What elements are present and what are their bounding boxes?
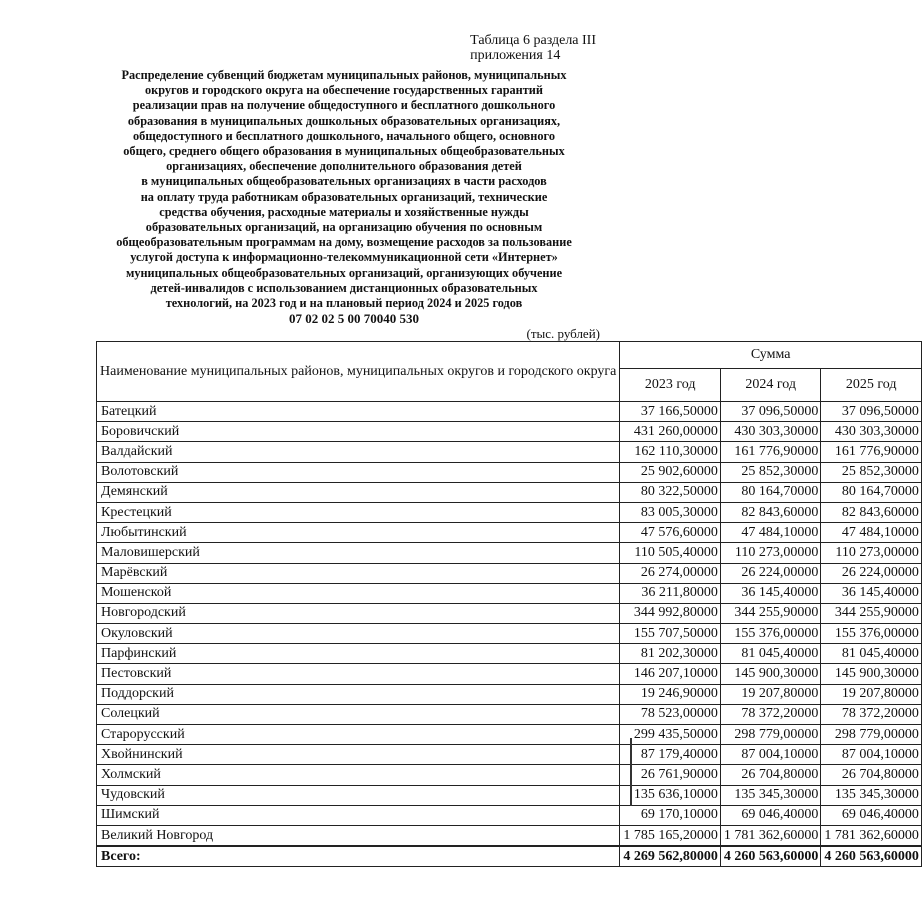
table-row xyxy=(97,704,922,724)
table-row xyxy=(97,442,922,462)
title-line: в муниципальных общеобразовательных организациях в части расходов xyxy=(141,174,547,189)
title-line: образования в муниципальных дошкольных образовательных организациях, xyxy=(127,113,561,128)
column-header-2023: 2023 год xyxy=(620,369,721,402)
total-cell-2023: 4 269 562,80000 xyxy=(620,846,721,867)
cell-2024: 344 255,90000 xyxy=(720,603,821,623)
title-line: муниципальных общеобразовательных организаций, организующих обучение xyxy=(125,265,563,280)
cell-2025: 25 852,30000 xyxy=(821,462,922,482)
cell-2024: 26 224,00000 xyxy=(720,563,821,583)
table-row xyxy=(97,583,922,603)
cell-municipality: Окуловский xyxy=(97,624,620,644)
cell-municipality: Шимский xyxy=(97,805,620,825)
cell-2025: 298 779,00000 xyxy=(821,725,922,745)
cell-2023: 83 005,30000 xyxy=(620,502,721,522)
title-line: услугой доступа к информационно-телекоммуникационной сети «Интернет» xyxy=(130,250,558,265)
title-line: реализации прав на получение общедоступного и бесплатного дошкольного xyxy=(132,98,556,113)
cell-2023: 78 523,00000 xyxy=(620,704,721,724)
total-row xyxy=(97,846,922,867)
cell-municipality: Солецкий xyxy=(97,704,620,724)
cell-2024: 135 345,30000 xyxy=(720,785,821,805)
cell-2024: 37 096,50000 xyxy=(720,402,821,422)
table-row xyxy=(97,482,922,502)
cell-2024: 19 207,80000 xyxy=(720,684,821,704)
appendix-number: приложения 14 xyxy=(470,48,561,63)
table-row xyxy=(97,825,922,846)
cell-2023: 80 322,50000 xyxy=(620,482,721,502)
table-row xyxy=(97,603,922,623)
cell-2024: 82 843,60000 xyxy=(720,502,821,522)
cell-2025: 36 145,40000 xyxy=(821,583,922,603)
cell-2023: 1 785 165,20000 xyxy=(620,825,721,846)
cell-2024: 26 704,80000 xyxy=(720,765,821,785)
cell-municipality: Крестецкий xyxy=(97,502,620,522)
total-label: Всего: xyxy=(97,846,620,867)
cell-2025: 26 704,80000 xyxy=(821,765,922,785)
cell-2025: 145 900,30000 xyxy=(821,664,922,684)
cell-2024: 36 145,40000 xyxy=(720,583,821,603)
cell-2025: 69 046,40000 xyxy=(821,805,922,825)
cell-2025: 430 303,30000 xyxy=(821,422,922,442)
cell-2023: 146 207,10000 xyxy=(620,664,721,684)
column-header-sum: Сумма xyxy=(620,342,922,369)
title-line: на оплату труда работникам образовательных организаций, технические xyxy=(140,189,548,204)
table-row xyxy=(97,502,922,522)
cell-municipality: Старорусский xyxy=(97,725,620,745)
cell-2023: 81 202,30000 xyxy=(620,644,721,664)
cell-municipality: Батецкий xyxy=(97,402,620,422)
cell-2024: 87 004,10000 xyxy=(720,745,821,765)
table-row xyxy=(97,543,922,563)
cell-2024: 47 484,10000 xyxy=(720,523,821,543)
cell-2025: 26 224,00000 xyxy=(821,563,922,583)
cell-municipality: Пестовский xyxy=(97,664,620,684)
cell-2023: 26 761,90000 xyxy=(620,765,721,785)
cell-2025: 47 484,10000 xyxy=(821,523,922,543)
cell-2025: 135 345,30000 xyxy=(821,785,922,805)
document-title xyxy=(90,68,598,311)
cell-2025: 344 255,90000 xyxy=(821,603,922,623)
budget-code: 07 02 02 5 00 70040 530 xyxy=(289,311,419,326)
table-row xyxy=(97,725,922,745)
title-line: детей-инвалидов с использованием дистанционных образовательных xyxy=(150,280,538,295)
table-reference xyxy=(470,33,596,63)
table-row xyxy=(97,664,922,684)
cell-2024: 298 779,00000 xyxy=(720,725,821,745)
cell-municipality: Холмский xyxy=(97,765,620,785)
cell-2023: 344 992,80000 xyxy=(620,603,721,623)
cell-2023: 36 211,80000 xyxy=(620,583,721,603)
title-line: общего, среднего общего образования в муниципальных общеобразовательных xyxy=(123,144,565,159)
total-cell-2025: 4 260 563,60000 xyxy=(821,846,922,867)
cell-2023: 110 505,40000 xyxy=(620,543,721,563)
cell-2025: 19 207,80000 xyxy=(821,684,922,704)
cell-municipality: Мошенской xyxy=(97,583,620,603)
cell-2023: 47 576,60000 xyxy=(620,523,721,543)
cell-municipality: Чудовский xyxy=(97,785,620,805)
cell-2025: 78 372,20000 xyxy=(821,704,922,724)
title-line: Распределение субвенций бюджетам муниципальных районов, муниципальных xyxy=(121,68,567,82)
cell-2024: 69 046,40000 xyxy=(720,805,821,825)
cell-2023: 37 166,50000 xyxy=(620,402,721,422)
title-line: средства обучения, расходные материалы и хозяйственные нужды xyxy=(159,204,529,219)
cell-municipality: Валдайский xyxy=(97,442,620,462)
cell-2024: 161 776,90000 xyxy=(720,442,821,462)
table-row xyxy=(97,805,922,825)
title-line: образовательных организаций, на организацию обучения по основным xyxy=(145,220,543,235)
table-row xyxy=(97,624,922,644)
cell-2024: 1 781 362,60000 xyxy=(720,825,821,846)
cell-2025: 80 164,70000 xyxy=(821,482,922,502)
cell-2023: 26 274,00000 xyxy=(620,563,721,583)
subsidy-table xyxy=(96,341,922,867)
table-row xyxy=(97,785,922,805)
table-body xyxy=(97,402,922,867)
table-row xyxy=(97,563,922,583)
cell-2023: 155 707,50000 xyxy=(620,624,721,644)
cell-municipality: Волотовский xyxy=(97,462,620,482)
margin-mark xyxy=(630,738,632,806)
title-line: организациях, обеспечение дополнительного образования детей xyxy=(166,159,522,174)
column-header-name: Наименование муниципальных районов, муниципальных округов и городского округа xyxy=(97,342,620,402)
table-row xyxy=(97,745,922,765)
cell-municipality: Любытинский xyxy=(97,523,620,543)
cell-municipality: Боровичский xyxy=(97,422,620,442)
cell-2023: 299 435,50000 xyxy=(620,725,721,745)
table-row xyxy=(97,402,922,422)
title-line: общеобразовательным программам на дому, возмещение расходов за пользование xyxy=(116,235,572,250)
cell-municipality: Хвойнинский xyxy=(97,745,620,765)
cell-2023: 25 902,60000 xyxy=(620,462,721,482)
cell-2025: 110 273,00000 xyxy=(821,543,922,563)
cell-municipality: Поддорский xyxy=(97,684,620,704)
cell-2023: 69 170,10000 xyxy=(620,805,721,825)
title-line: общедоступного и бесплатного дошкольного, начального общего, основного xyxy=(133,128,555,143)
cell-2025: 37 096,50000 xyxy=(821,402,922,422)
cell-2025: 155 376,00000 xyxy=(821,624,922,644)
table-row xyxy=(97,462,922,482)
table-number: Таблица 6 раздела III xyxy=(470,33,596,48)
cell-2024: 25 852,30000 xyxy=(720,462,821,482)
cell-2025: 81 045,40000 xyxy=(821,644,922,664)
cell-2025: 82 843,60000 xyxy=(821,502,922,522)
cell-2023: 87 179,40000 xyxy=(620,745,721,765)
title-line: технологий, на 2023 год и на плановый период 2024 и 2025 годов xyxy=(165,296,523,311)
cell-2023: 162 110,30000 xyxy=(620,442,721,462)
cell-2025: 1 781 362,60000 xyxy=(821,825,922,846)
total-cell-2024: 4 260 563,60000 xyxy=(720,846,821,867)
cell-2024: 80 164,70000 xyxy=(720,482,821,502)
table-row xyxy=(97,684,922,704)
cell-municipality: Великий Новгород xyxy=(97,825,620,846)
cell-2024: 110 273,00000 xyxy=(720,543,821,563)
table-row xyxy=(97,422,922,442)
cell-2025: 161 776,90000 xyxy=(821,442,922,462)
cell-municipality: Демянский xyxy=(97,482,620,502)
cell-2024: 81 045,40000 xyxy=(720,644,821,664)
cell-2024: 145 900,30000 xyxy=(720,664,821,684)
table-row xyxy=(97,523,922,543)
units-label: (тыс. рублей) xyxy=(526,326,600,341)
table-row xyxy=(97,644,922,664)
cell-municipality: Новгородский xyxy=(97,603,620,623)
cell-municipality: Марёвский xyxy=(97,563,620,583)
column-header-2025: 2025 год xyxy=(821,369,922,402)
cell-2025: 87 004,10000 xyxy=(821,745,922,765)
cell-2023: 135 636,10000 xyxy=(620,785,721,805)
cell-municipality: Парфинский xyxy=(97,644,620,664)
cell-2024: 78 372,20000 xyxy=(720,704,821,724)
cell-municipality: Маловишерский xyxy=(97,543,620,563)
title-line: округов и городского округа на обеспечение государственных гарантий xyxy=(145,83,543,98)
cell-2024: 430 303,30000 xyxy=(720,422,821,442)
cell-2023: 431 260,00000 xyxy=(620,422,721,442)
cell-2024: 155 376,00000 xyxy=(720,624,821,644)
table-row xyxy=(97,765,922,785)
column-header-2024: 2024 год xyxy=(720,369,821,402)
cell-2023: 19 246,90000 xyxy=(620,684,721,704)
